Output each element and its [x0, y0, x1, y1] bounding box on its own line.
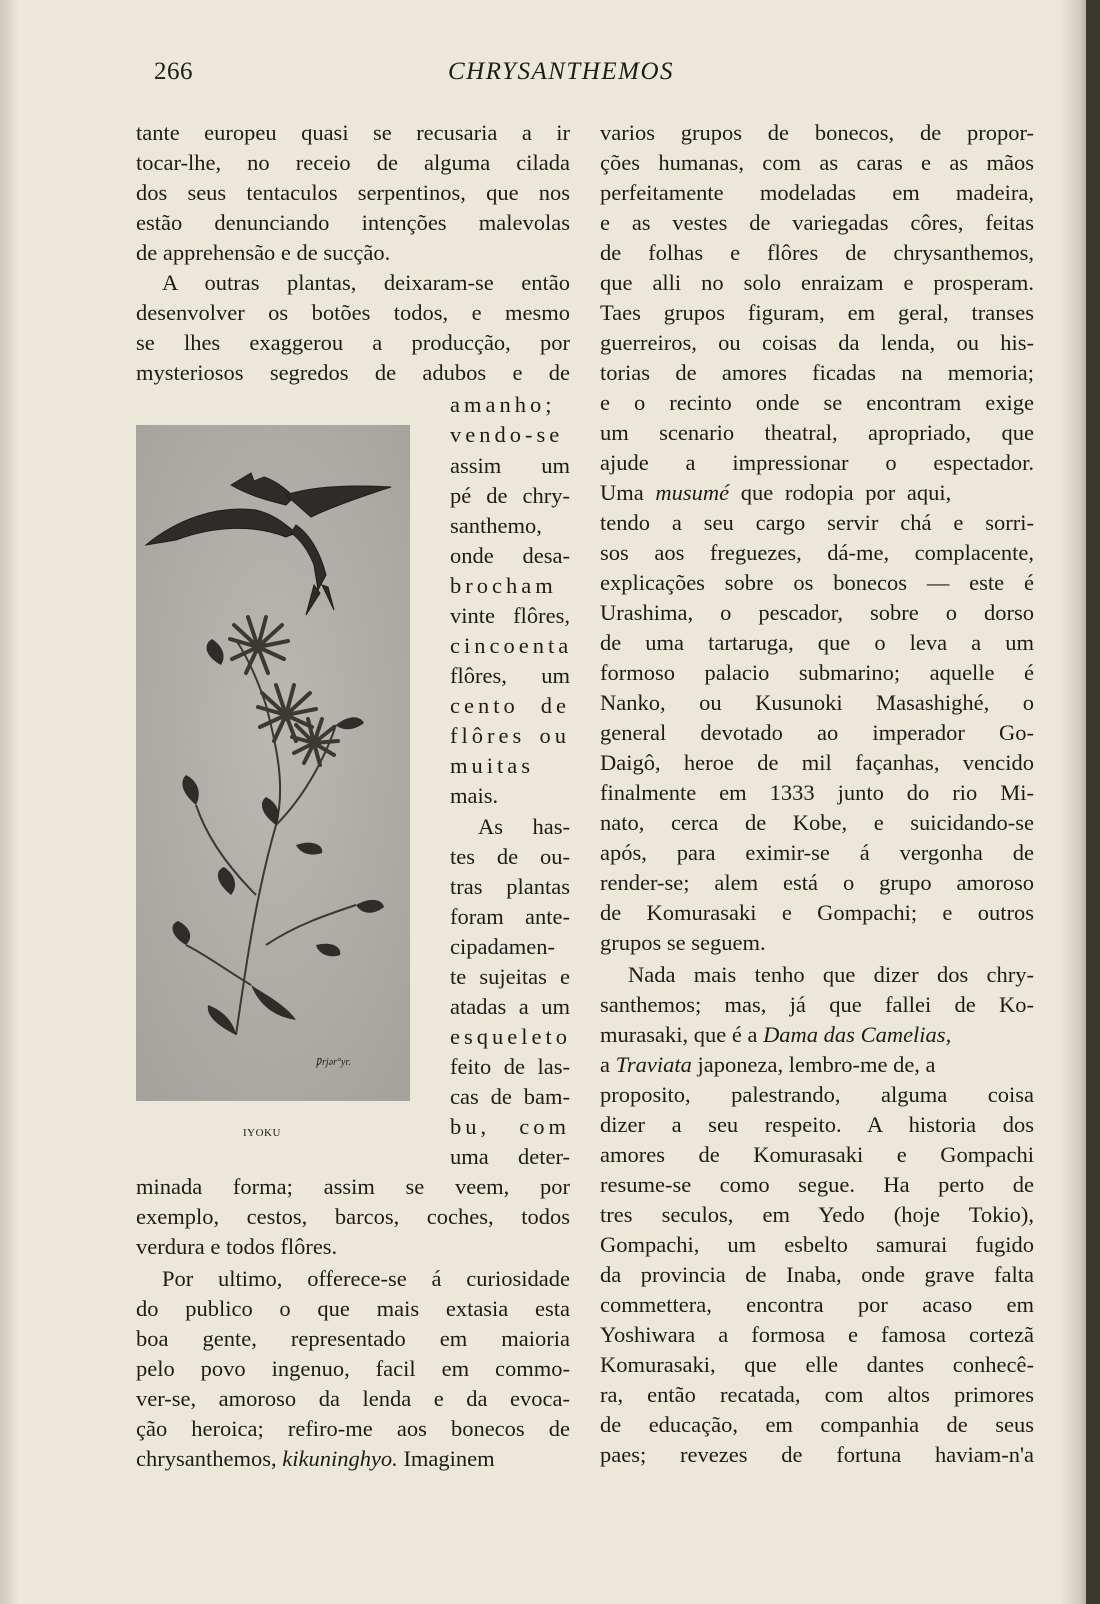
text-line: tante europeu quasi se recusaria a ir — [136, 120, 570, 145]
title-reference: Traviata — [615, 1052, 692, 1077]
text-line: mysteriosos segredos de adubos e de — [136, 360, 570, 385]
text-segment: japoneza, lembro-me de, a — [691, 1052, 936, 1077]
text-line: e o recinto onde se encontram exige — [600, 390, 1034, 415]
text-line: e as vestes de variegadas côres, feitas — [600, 210, 1034, 235]
paragraph-start: A outras plantas, deixaram-se então — [162, 270, 570, 295]
text-line — [600, 478, 1034, 508]
text-line: torias de amores ficadas na memoria; — [600, 360, 1034, 385]
text-line: de folhas e flôres de chrysanthemos, — [600, 240, 1034, 265]
text-line: flôres, um — [450, 663, 570, 688]
text-line: de apprehensão e de sucção. — [136, 240, 391, 265]
text-line: feito de las- — [450, 1054, 570, 1079]
text-line: atadas a um — [450, 994, 570, 1019]
text-line: mais. — [450, 783, 499, 808]
text-line: Yoshiwara a formosa e famosa cortezã — [600, 1322, 1034, 1347]
text-line: pelo povo ingenuo, facil em commo- — [136, 1356, 570, 1381]
text-line: estão denunciando intenções malevolas — [136, 210, 570, 235]
text-line: commettera, encontra por acaso em — [600, 1292, 1034, 1317]
text-line: Daigô, heroe de mil façanhas, vencido — [600, 750, 1034, 775]
paragraph-start: Nada mais tenho que dizer dos chry- — [628, 962, 1034, 987]
paragraph-start: As has- — [478, 814, 570, 839]
text-line: ra, então recatada, com altos primores — [600, 1382, 1034, 1407]
text-line: ções humanas, com as caras e as mãos — [600, 150, 1034, 175]
text-line: onde desa- — [450, 543, 570, 568]
text-line: grupos se seguem. — [600, 930, 766, 955]
text-line: foram ante- — [450, 904, 570, 929]
text-segment: Uma — [600, 480, 656, 505]
text-line: de Komurasaki e Gompachi; e outros — [600, 900, 1034, 925]
text-line: tras plantas — [450, 874, 570, 899]
text-line: render-se; alem está o grupo amoroso — [600, 870, 1034, 895]
text-line: ajude a impressionar o espectador. — [600, 450, 1034, 475]
text-line: resume-se como segue. Ha perto de — [600, 1172, 1034, 1197]
text-line: exemplo, cestos, barcos, coches, todos — [136, 1204, 570, 1229]
text-line: formoso palacio submarino; aquelle é — [600, 660, 1034, 685]
text-line: cipadamen- — [450, 934, 555, 959]
figure-caption: IYOKU — [243, 1127, 281, 1139]
text-line: de educação, em companhia de seus — [600, 1412, 1034, 1437]
text-line: cas de bam- — [450, 1084, 570, 1109]
page-header — [0, 58, 1100, 98]
text-line: santhemo, — [450, 513, 542, 538]
text-line: vinte flôres, — [450, 603, 570, 628]
text-line: uma deter- — [450, 1144, 570, 1169]
text-line: Gompachi, um esbelto samurai fugido — [600, 1232, 1034, 1257]
page-number: 266 — [154, 58, 193, 85]
text-line: guerreiros, ou coisas da lenda, ou his- — [600, 330, 1034, 355]
text-line: minada forma; assim se veem, por — [136, 1174, 570, 1199]
text-line: Komurasaki, que elle dantes conhecê- — [600, 1352, 1034, 1377]
text-line: general devotado ao imperador Go- — [600, 720, 1034, 745]
text-line: cento de — [450, 693, 570, 718]
bird-and-chrysanthemum-painting — [136, 425, 410, 1101]
text-line: finalmente em 1333 junto do rio Mi- — [600, 780, 1034, 805]
paragraph-start: Por ultimo, offerece-se á curiosidade — [162, 1266, 570, 1291]
artist-signature: Ƿrjər°yr. — [316, 1057, 351, 1068]
text-line: vendo-se — [450, 422, 564, 447]
title-reference: Dama das Camelias, — [763, 1022, 952, 1047]
text-line: amores de Komurasaki e Gompachi — [600, 1142, 1034, 1167]
text-line: santhemos; mas, já que fallei de Ko- — [600, 992, 1034, 1017]
text-line: de uma tartaruga, que o leva a um — [600, 630, 1034, 655]
text-line: desenvolver os botões todos, e mesmo — [136, 300, 570, 325]
text-segment: chrysanthemos, — [136, 1446, 283, 1471]
text-segment: murasaki, que é a — [600, 1022, 764, 1047]
text-line: ção heroica; refiro-me aos bonecos de — [136, 1416, 570, 1441]
text-line: da provincia de Inaba, onde grave falta — [600, 1262, 1034, 1287]
illustration-iyoku — [136, 425, 410, 1101]
running-title: CHRYSANTHEMOS — [448, 58, 675, 85]
text-line: boa gente, representado em maioria — [136, 1326, 570, 1351]
text-line: ver-se, amoroso da lenda e da evoca- — [136, 1386, 570, 1411]
text-line: nato, cerca de Kobe, e suicidando-se — [600, 810, 1034, 835]
text-line: sos aos freguezes, dá-me, complacente, — [600, 540, 1034, 565]
text-line: te sujeitas e — [450, 964, 570, 989]
text-line: tendo a seu cargo servir chá e sorri- — [600, 510, 1034, 535]
text-segment: Imaginem — [397, 1446, 495, 1471]
text-line — [136, 1444, 570, 1474]
text-line: após, para eximir-se á vergonha de — [600, 840, 1034, 865]
text-line: que alli no solo enraizam e prosperam. — [600, 270, 1034, 295]
text-line: Nanko, ou Kusunoki Masashighé, o — [600, 690, 1034, 715]
text-line: dizer a seu respeito. A historia dos — [600, 1112, 1034, 1137]
text-line: perfeitamente modeladas em madeira, — [600, 180, 1034, 205]
text-line: flôres ou — [450, 723, 570, 748]
text-line: cincoenta — [450, 633, 573, 658]
text-line: pé de chry- — [450, 483, 570, 508]
book-edge — [1086, 0, 1100, 1604]
text-line: do publico o que mais extasia esta — [136, 1296, 570, 1321]
text-line: se lhes exaggerou a producção, por — [136, 330, 570, 355]
text-line: dos seus tentaculos serpentinos, que nos — [136, 180, 570, 205]
japanese-term: musumé — [655, 480, 730, 505]
text-line: varios grupos de bonecos, de propor- — [600, 120, 1034, 145]
text-line: tres seculos, em Yedo (hoje Tokio), — [600, 1202, 1034, 1227]
text-line: esqueleto — [450, 1024, 571, 1049]
text-line: explicações sobre os bonecos — este é — [600, 570, 1034, 595]
text-line: bu, com — [450, 1114, 570, 1139]
text-line: um scenario theatral, apropriado, que — [600, 420, 1034, 445]
text-line: amanho; — [450, 392, 556, 417]
text-line: verdura e todos flôres. — [136, 1234, 338, 1259]
text-line — [600, 1020, 1034, 1050]
text-line: brocham — [450, 573, 557, 598]
text-line: Urashima, o pescador, sobre o dorso — [600, 600, 1034, 625]
text-line: proposito, palestrando, alguma coisa — [600, 1082, 1034, 1107]
text-line: paes; revezes de fortuna haviam-n'a — [600, 1442, 1034, 1467]
text-segment: a — [600, 1052, 616, 1077]
text-line: assim um — [450, 453, 570, 478]
text-line: Taes grupos figuram, em geral, transes — [600, 300, 1034, 325]
text-line: tocar-lhe, no receio de alguma cilada — [136, 150, 570, 175]
text-line: tes de ou- — [450, 844, 570, 869]
text-segment: que rodopia por aqui, — [729, 480, 952, 505]
japanese-term: kikuninghyo. — [282, 1446, 398, 1471]
text-line: muitas — [450, 753, 534, 778]
text-line — [600, 1050, 1034, 1080]
